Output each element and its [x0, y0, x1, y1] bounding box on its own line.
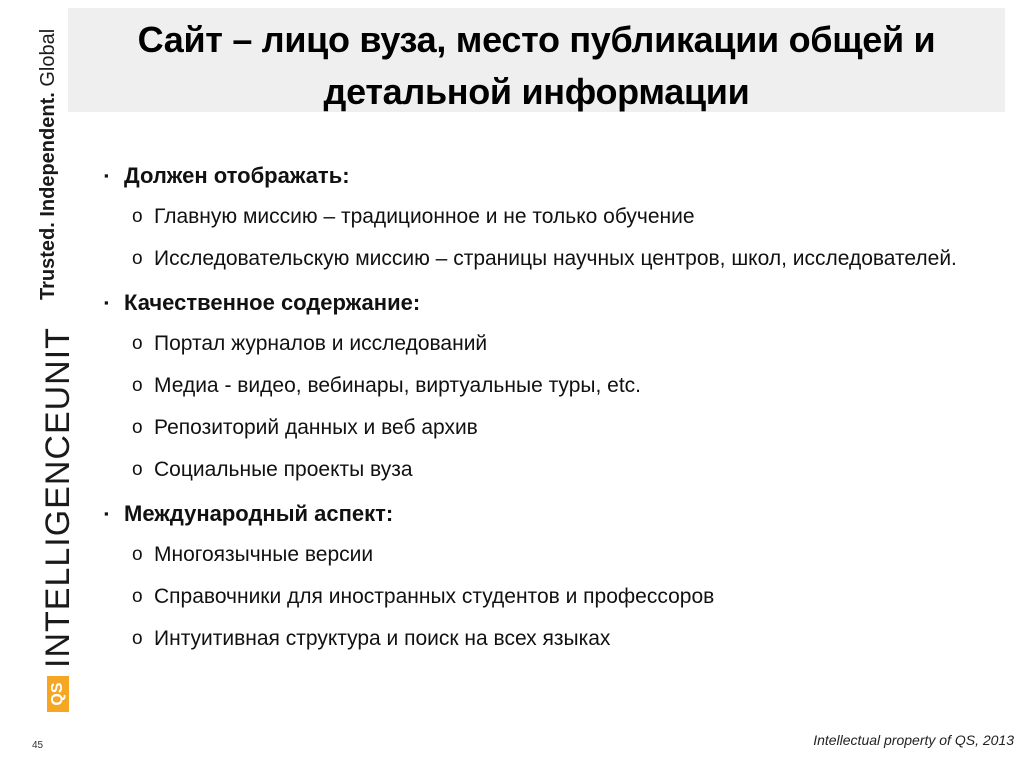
circle-bullet-icon: o: [132, 417, 143, 438]
circle-bullet-icon: o: [132, 544, 143, 565]
list-item: [104, 540, 984, 569]
list-item: [104, 244, 984, 273]
section-display: [104, 160, 984, 273]
section-heading-text: Международный аспект:: [124, 501, 394, 526]
list-item-text: Портал журналов и исследований: [154, 332, 488, 355]
circle-bullet-icon: o: [132, 248, 143, 269]
list-item: [104, 582, 984, 611]
list-item: [104, 371, 984, 400]
square-bullet-icon: ▪: [104, 295, 109, 310]
page-number: 45: [32, 740, 44, 751]
slide-title: [68, 14, 1005, 118]
section-items: [104, 329, 984, 484]
list-item-text: Социальные проекты вуза: [154, 458, 413, 481]
section-heading: [104, 498, 984, 533]
brand-logo-word-part1: INTELLIGENCE: [39, 410, 77, 668]
circle-bullet-icon: o: [132, 206, 143, 227]
section-items: [104, 540, 984, 653]
square-bullet-icon: ▪: [104, 168, 109, 183]
list-item-text: Многоязычные версии: [154, 543, 374, 566]
circle-bullet-icon: o: [132, 628, 143, 649]
circle-bullet-icon: o: [132, 459, 143, 480]
brand-logo-word-part2: UNIT: [39, 327, 77, 411]
section-heading: [104, 287, 984, 322]
square-bullet-icon: ▪: [104, 506, 109, 521]
section-heading: [104, 160, 984, 195]
list-item-text: Главную миссию – традиционное и не только обучение: [154, 205, 695, 228]
qs-logo-mark: QS: [47, 676, 69, 712]
slide-body: [104, 160, 984, 653]
list-item-text: Справочники для иностранных студентов и профессоров: [154, 585, 715, 608]
list-item-text: Репозиторий данных и веб архив: [154, 416, 478, 439]
brand-logo-wordmark: [40, 327, 76, 668]
list-item-text: Исследовательскую миссию – страницы научных центров, школ, исследователей.: [154, 247, 957, 270]
brand-tagline-bold: Trusted. Independent.: [37, 92, 59, 300]
list-item: [104, 455, 984, 484]
brand-tagline: [36, 0, 60, 300]
section-items: [104, 202, 984, 273]
section-content-quality: [104, 287, 984, 484]
list-item: [104, 413, 984, 442]
section-heading-text: Качественное содержание:: [124, 290, 421, 315]
list-item: [104, 329, 984, 358]
slide-title-line-2: детальной информации: [323, 71, 750, 112]
copyright-footer: Intellectual property of QS, 2013: [813, 732, 1014, 748]
list-item-text: Медиа - видео, вебинары, виртуальные туры, etc.: [154, 374, 641, 397]
circle-bullet-icon: o: [132, 333, 143, 354]
slide-title-line-1: Сайт – лицо вуза, место публикации общей и: [137, 19, 936, 60]
circle-bullet-icon: o: [132, 586, 143, 607]
brand-logo: [39, 327, 77, 712]
list-item: [104, 624, 984, 653]
list-item: [104, 202, 984, 231]
list-item-text: Интуитивная структура и поиск на всех языках: [154, 627, 611, 650]
brand-tagline-rest: Global: [37, 28, 59, 93]
section-heading-text: Должен отображать:: [124, 163, 350, 188]
section-international: [104, 498, 984, 653]
circle-bullet-icon: o: [132, 375, 143, 396]
